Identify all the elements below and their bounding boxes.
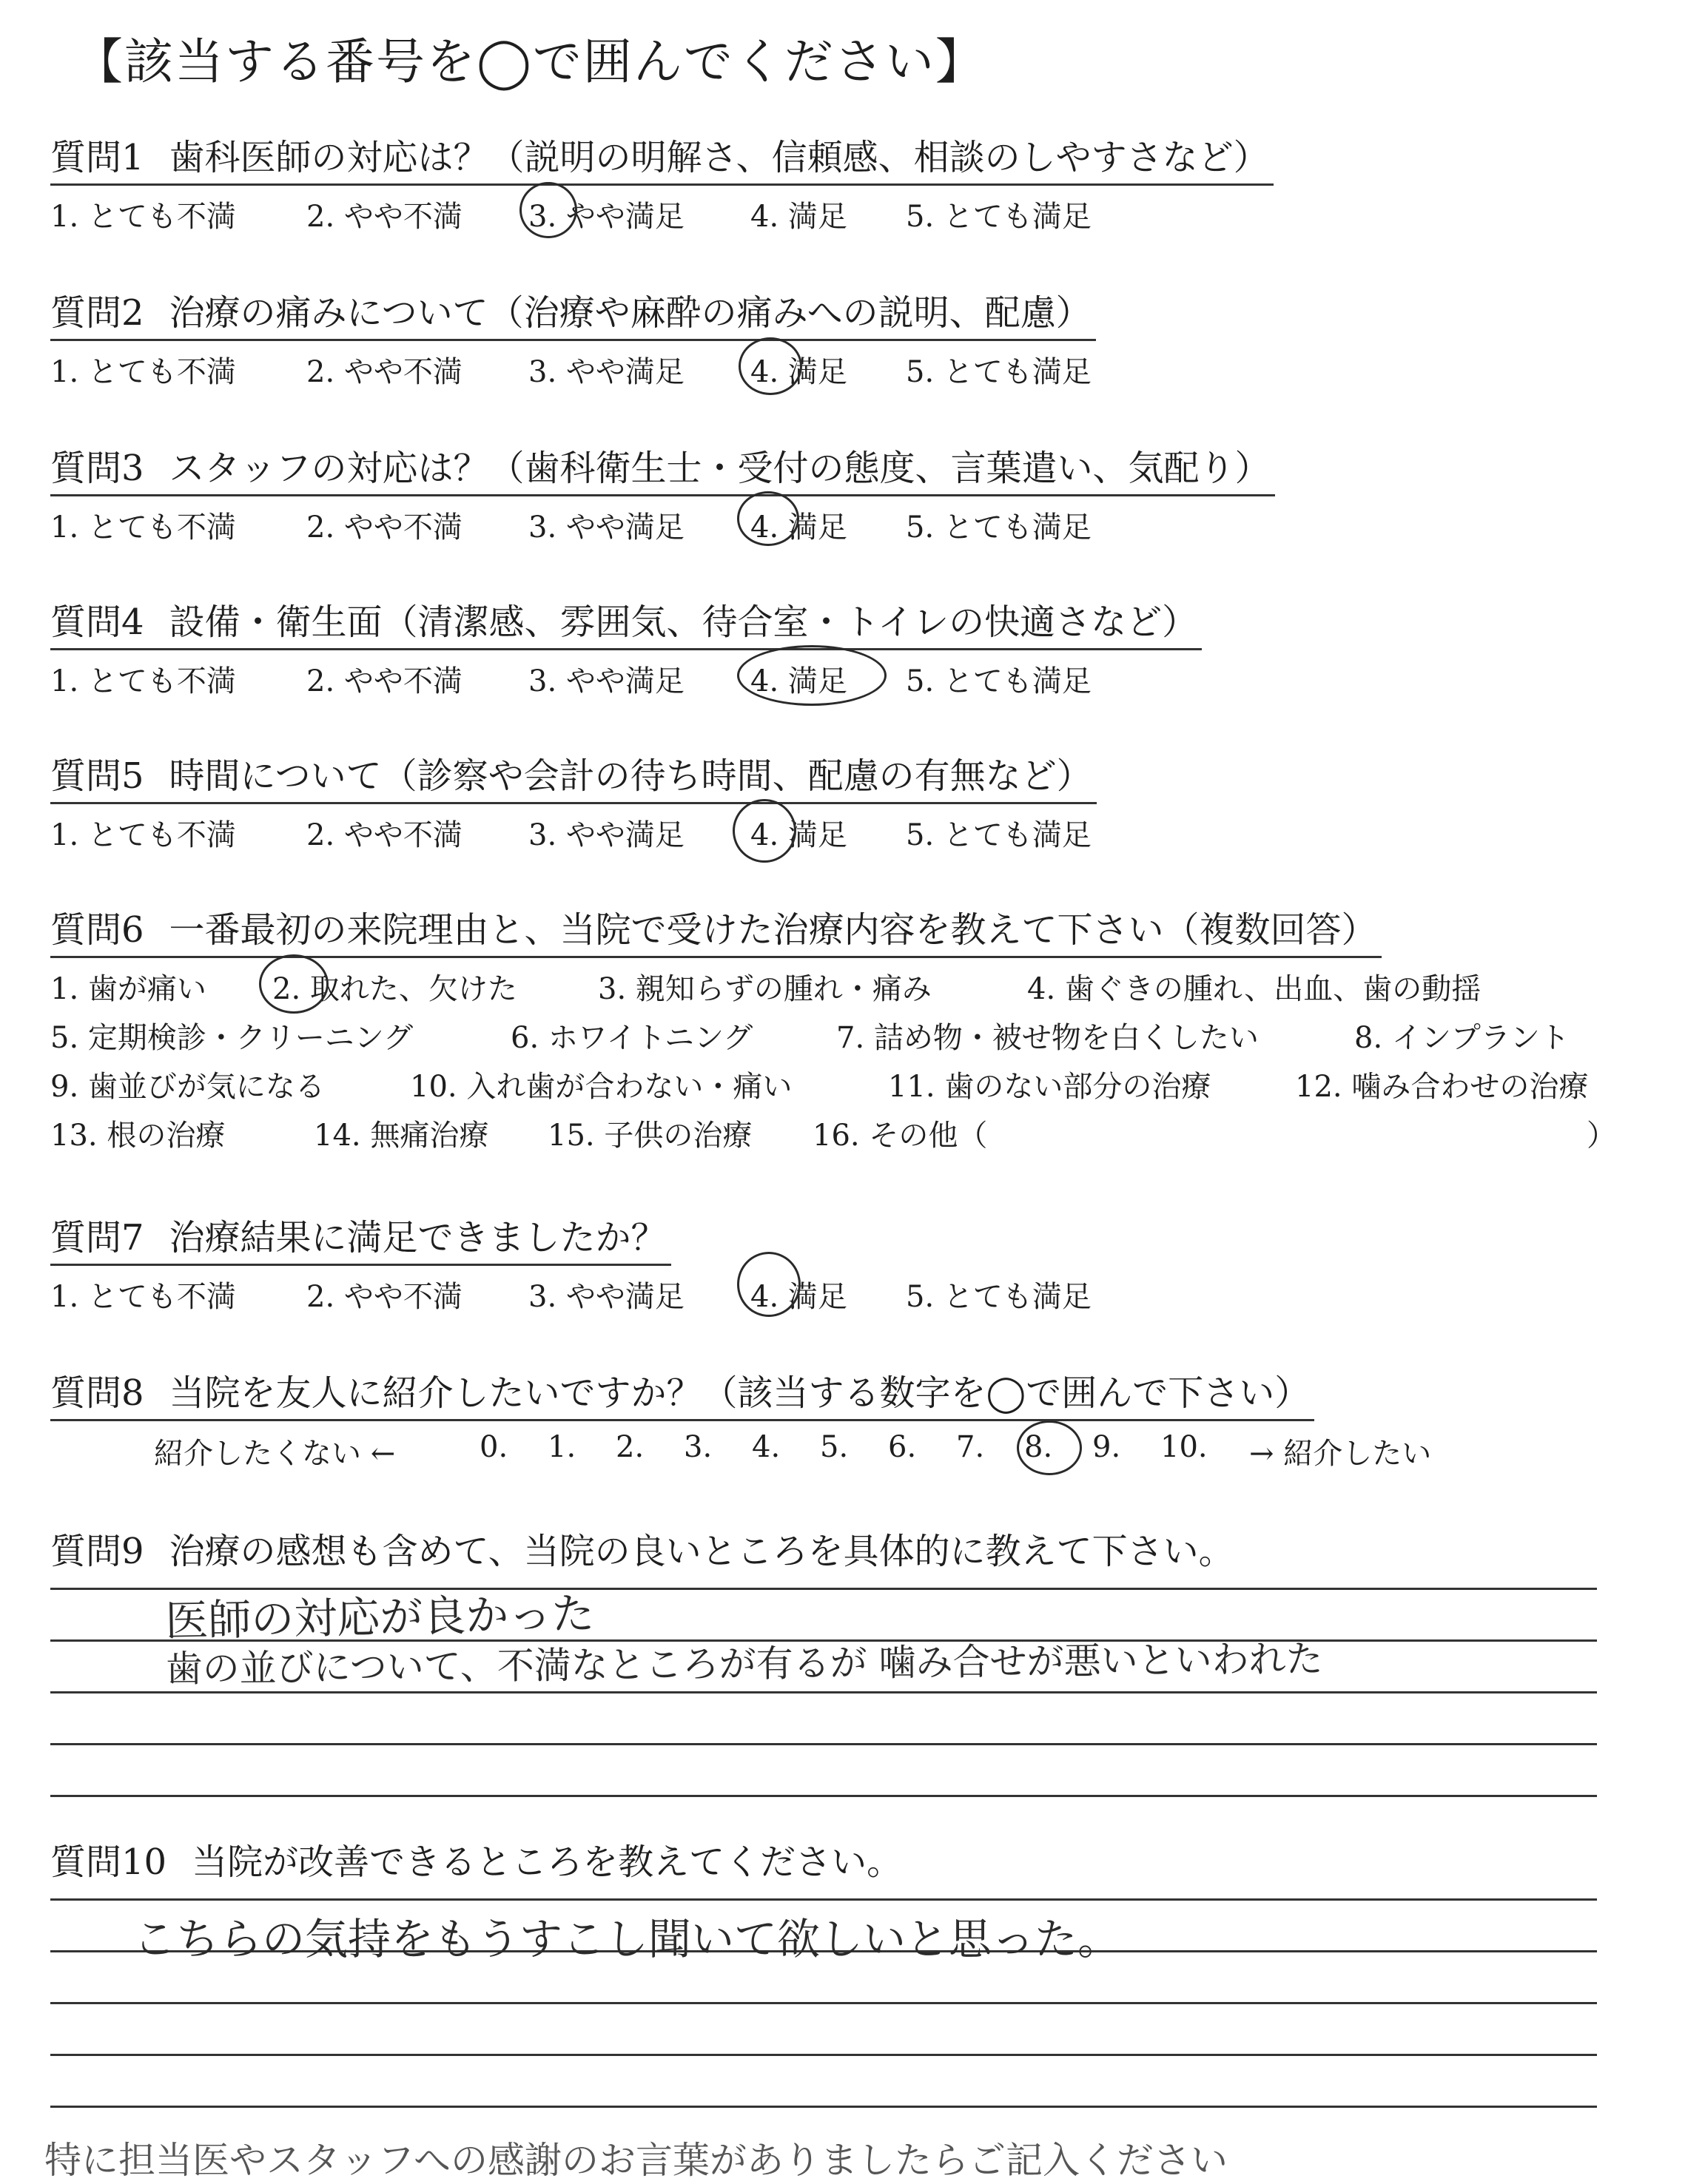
question-6-title bbox=[50, 907, 1382, 958]
question-7-options bbox=[50, 1266, 1649, 1313]
footer-question-cut: 特に担当医やスタッフへの感謝のお言葉がありましたらご記入ください bbox=[44, 2139, 1228, 2182]
option-1[interactable]: 1. 歯が痛い bbox=[50, 972, 206, 1006]
scale-6[interactable]: 6. bbox=[888, 1430, 917, 1464]
selection-circle bbox=[1017, 1420, 1082, 1475]
option-2[interactable]: 2. やや不満 bbox=[306, 664, 463, 698]
option-1[interactable]: 1. とても不満 bbox=[50, 664, 236, 698]
option-2[interactable]: 2. やや不満 bbox=[306, 818, 463, 852]
question-7 bbox=[50, 1215, 1649, 1313]
question-text: 設備・衛生面（清潔感、雰囲気、待合室・トイレの快適さなど） bbox=[169, 601, 1198, 643]
option-4[interactable]: 4. 歯ぐきの腫れ、出血、歯の動揺 bbox=[1027, 972, 1482, 1006]
question-10-title bbox=[50, 1839, 1649, 1885]
question-text: 治療の感想も含めて、当院の良いところを具体的に教えて下さい。 bbox=[169, 1531, 1234, 1572]
option-2[interactable]: 2. 取れた、欠けた bbox=[272, 972, 517, 1006]
scale-0[interactable]: 0. bbox=[480, 1430, 508, 1464]
option-3[interactable]: 3. やや満足 bbox=[528, 1280, 685, 1314]
option-5[interactable]: 5. 定期検診・クリーニング bbox=[50, 1021, 414, 1055]
question-text: 歯科医師の対応は？（説明の明解さ、信頼感、相談のしやすさなど） bbox=[169, 137, 1269, 178]
handwritten-answer-line: 医師の対応が良かった bbox=[164, 1588, 595, 1647]
question-8 bbox=[50, 1370, 1649, 1470]
option-15[interactable]: 15. 子供の治療 bbox=[548, 1119, 753, 1153]
question-5-title bbox=[50, 753, 1097, 804]
question-number: 質問7 bbox=[50, 1217, 144, 1258]
question-text: 一番最初の来院理由と、当院で受けた治療内容を教えて下さい（複数回答） bbox=[169, 909, 1377, 951]
scale-10[interactable]: 10. bbox=[1160, 1430, 1208, 1464]
selection-circle bbox=[259, 954, 329, 1014]
question-8-title bbox=[50, 1370, 1314, 1421]
option-12[interactable]: 12. 噛み合わせの治療 bbox=[1295, 1070, 1589, 1104]
question-1-title bbox=[50, 135, 1274, 186]
option-14[interactable]: 14. 無痛治療 bbox=[314, 1119, 489, 1153]
selection-circle bbox=[733, 799, 796, 863]
question-number: 質問1 bbox=[50, 137, 144, 178]
option-6[interactable]: 6. ホワイトニング bbox=[511, 1021, 753, 1055]
question-7-title bbox=[50, 1215, 671, 1266]
question-number: 質問9 bbox=[50, 1531, 144, 1572]
option-3[interactable]: 3. やや満足 bbox=[528, 664, 685, 698]
option-11[interactable]: 11. 歯のない部分の治療 bbox=[888, 1070, 1211, 1104]
option-3[interactable]: 3. やや満足 bbox=[528, 510, 685, 545]
question-2-title bbox=[50, 290, 1096, 341]
question-text: 当院が改善できるところを教えてください。 bbox=[192, 1841, 903, 1883]
scale-7[interactable]: 7. bbox=[956, 1430, 985, 1464]
question-5 bbox=[50, 753, 1649, 852]
option-3[interactable]: 3. 親知らずの腫れ・痛み bbox=[598, 972, 932, 1006]
question-4-title bbox=[50, 599, 1202, 650]
question-text: 治療結果に満足できましたか？ bbox=[169, 1217, 667, 1258]
option-5[interactable]: 5. とても満足 bbox=[906, 355, 1092, 389]
instruction-header: 【該当する番号を◯で囲んでください】 bbox=[74, 33, 986, 90]
option-4[interactable]: 4. 満足 bbox=[750, 1280, 847, 1314]
option-10[interactable]: 10. 入れ歯が合わない・痛い bbox=[410, 1070, 793, 1104]
question-1 bbox=[50, 135, 1649, 233]
question-2 bbox=[50, 290, 1649, 388]
option-2[interactable]: 2. やや不満 bbox=[306, 200, 463, 234]
scale-3[interactable]: 3. bbox=[684, 1430, 713, 1464]
question-number: 質問2 bbox=[50, 292, 144, 334]
selection-circle bbox=[737, 645, 887, 706]
selection-circle bbox=[737, 491, 799, 546]
question-text: 治療の痛みについて（治療や麻酔の痛みへの説明、配慮） bbox=[169, 292, 1092, 334]
question-10 bbox=[50, 1839, 1649, 1885]
question-text: スタッフの対応は？（歯科衛生士・受付の態度、言葉遣い、気配り） bbox=[169, 448, 1271, 489]
option-7[interactable]: 7. 詰め物・被せ物を白くしたい bbox=[836, 1021, 1259, 1055]
handwritten-answer-line: こちらの気持をもうすこし聞いて欲しいと思った。 bbox=[133, 1914, 1121, 1964]
option-5[interactable]: 5. とても満足 bbox=[906, 818, 1092, 852]
question-2-options bbox=[50, 341, 1649, 388]
scale-5[interactable]: 5. bbox=[820, 1430, 849, 1464]
option-8[interactable]: 8. インプラント bbox=[1354, 1021, 1570, 1055]
question-number: 質問8 bbox=[50, 1372, 144, 1414]
option-3[interactable]: 3. やや満足 bbox=[528, 355, 685, 389]
question-number: 質問4 bbox=[50, 601, 144, 643]
question-number: 質問3 bbox=[50, 448, 144, 489]
scale-high-label: → 紹介したい bbox=[1249, 1437, 1432, 1471]
option-4[interactable]: 4. 満足 bbox=[750, 200, 847, 234]
option-2[interactable]: 2. やや不満 bbox=[306, 355, 463, 389]
question-5-options bbox=[50, 804, 1649, 852]
selection-circle bbox=[737, 1252, 801, 1317]
question-6 bbox=[50, 907, 1649, 1217]
scale-low-label: 紹介したくない ← bbox=[154, 1437, 396, 1471]
option-9[interactable]: 9. 歯並びが気になる bbox=[50, 1070, 325, 1104]
selection-circle bbox=[739, 337, 802, 395]
question-8-scale bbox=[50, 1421, 1649, 1470]
option-5[interactable]: 5. とても満足 bbox=[906, 200, 1092, 234]
scale-4[interactable]: 4. bbox=[752, 1430, 781, 1464]
option-3[interactable]: 3. やや満足 bbox=[528, 818, 685, 852]
option-1[interactable]: 1. とても不満 bbox=[50, 818, 236, 852]
option-1[interactable]: 1. とても不満 bbox=[50, 200, 236, 234]
question-9 bbox=[50, 1529, 1649, 1574]
question-text: 時間について（診察や会計の待ち時間、配慮の有無など） bbox=[169, 755, 1092, 797]
option-4[interactable]: 4. 満足 bbox=[750, 818, 847, 852]
option-4[interactable]: 4. 満足 bbox=[750, 664, 847, 698]
answer-line bbox=[50, 1743, 1597, 1745]
answer-line bbox=[50, 1795, 1597, 1797]
option-13[interactable]: 13. 根の治療 bbox=[50, 1119, 226, 1153]
question-number: 質問6 bbox=[50, 909, 144, 951]
scale-9[interactable]: 9. bbox=[1092, 1430, 1121, 1464]
answer-line bbox=[50, 2106, 1597, 2108]
question-3-options bbox=[50, 496, 1649, 544]
answer-line bbox=[50, 1898, 1597, 1901]
option-16[interactable]: 16. その他（ bbox=[813, 1119, 988, 1153]
question-1-options bbox=[50, 186, 1649, 233]
question-3-title bbox=[50, 445, 1275, 496]
selection-circle bbox=[519, 182, 577, 238]
scale-2[interactable]: 2. bbox=[616, 1430, 645, 1464]
option-4[interactable]: 4. 満足 bbox=[750, 510, 847, 545]
option-5[interactable]: 5. とても満足 bbox=[906, 1280, 1092, 1314]
option-5[interactable]: 5. とても満足 bbox=[906, 510, 1092, 545]
question-3 bbox=[50, 445, 1649, 544]
option-4[interactable]: 4. 満足 bbox=[750, 355, 847, 389]
option-5[interactable]: 5. とても満足 bbox=[906, 664, 1092, 698]
question-number: 質問5 bbox=[50, 755, 144, 797]
other-close-paren: ） bbox=[1587, 1119, 1616, 1153]
scale-8[interactable]: 8. bbox=[1024, 1430, 1053, 1464]
answer-line bbox=[50, 2002, 1597, 2004]
option-1[interactable]: 1. とても不満 bbox=[50, 355, 236, 389]
option-2[interactable]: 2. やや不満 bbox=[306, 1280, 463, 1314]
scale-1[interactable]: 1. bbox=[548, 1430, 576, 1464]
question-text: 当院を友人に紹介したいですか？（該当する数字を◯で囲んで下さい） bbox=[169, 1372, 1311, 1414]
option-1[interactable]: 1. とても不満 bbox=[50, 510, 236, 545]
answer-line bbox=[50, 2054, 1597, 2056]
handwritten-answer-line: 歯の並びについて、不満なところが有るが 噛み合せが悪いといわれた bbox=[165, 1637, 1323, 1691]
question-9-title bbox=[50, 1529, 1649, 1574]
question-number: 質問10 bbox=[50, 1841, 167, 1883]
option-3[interactable]: 3. やや満足 bbox=[528, 200, 685, 234]
option-1[interactable]: 1. とても不満 bbox=[50, 1280, 236, 1314]
option-2[interactable]: 2. やや不満 bbox=[306, 510, 463, 545]
